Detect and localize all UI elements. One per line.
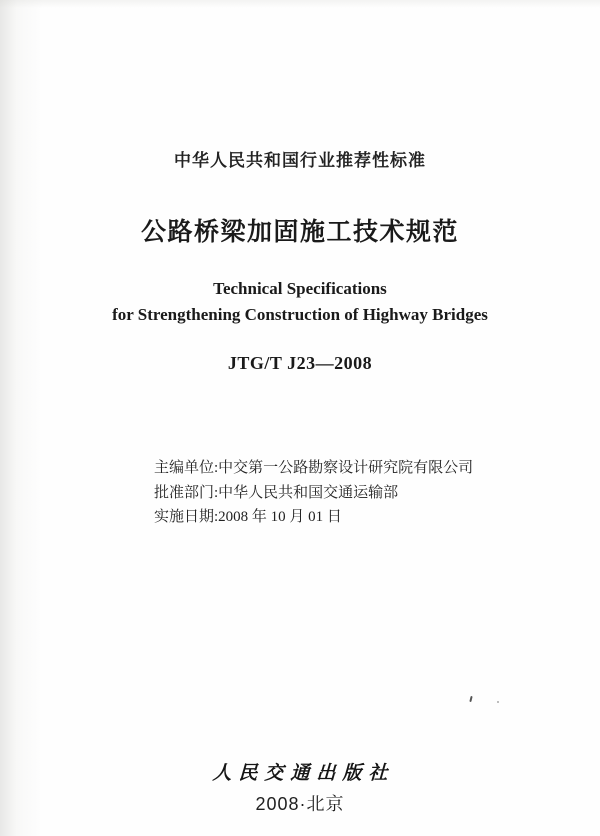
title-english-line1: Technical Specifications — [213, 279, 387, 298]
year-city-imprint: 2008·北京 — [255, 794, 345, 814]
chief-editor-line: 主编单位:中交第一公路勘察设计研究院有限公司 — [154, 460, 474, 476]
scan-speck-small — [497, 701, 499, 703]
approving-department-line: 批准部门:中华人民共和国交通运输部 — [154, 484, 399, 501]
title-english-line2: for Strengthening Construction of Highway Bridges — [112, 305, 488, 324]
standard-category-label: 中华人民共和国行业推荐性标准 — [174, 151, 426, 170]
title-chinese: 公路桥梁加固施工技术规范 — [140, 218, 459, 246]
implementation-date-line: 实施日期:2008 年 10 月 01 日 — [154, 509, 342, 525]
publication-info-block — [154, 456, 473, 530]
scan-speck — [469, 696, 472, 702]
scan-edge-top-shading — [0, 0, 600, 8]
publisher-name: 人民交通出版社 — [212, 763, 395, 784]
standard-code: JTG/T J23—2008 — [227, 353, 373, 373]
title-english — [0, 276, 600, 328]
scan-edge-shading — [0, 0, 42, 836]
